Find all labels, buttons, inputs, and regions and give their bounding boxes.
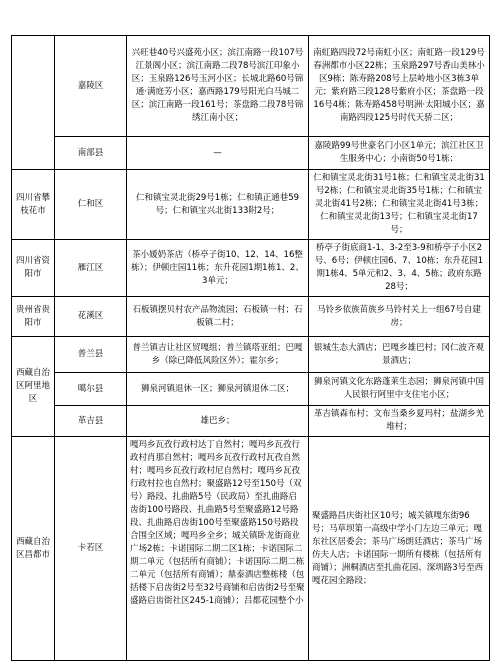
area-cell: 普兰县 <box>55 337 127 373</box>
high-risk-cell: — <box>127 137 309 170</box>
area-cell: 南部县 <box>55 137 127 170</box>
table-row <box>12 437 490 661</box>
high-risk-cell: 狮泉河镇退休一区；狮泉河镇退休二区； <box>127 373 309 406</box>
table-row <box>12 137 490 170</box>
high-risk-cell: 普兰镇吉让社区贸嘎组；普兰镇塔亚组；巴嘎乡（除已降低风险区外）；霍尔乡； <box>127 337 309 373</box>
risk-area-table <box>11 35 490 661</box>
table-row <box>12 297 490 337</box>
high-risk-cell: 雄巴乡； <box>127 406 309 437</box>
mid-risk-cell: 桥亭子街底商1-1、3-2至3-9和桥亭子小区2号、6号；伊顿庄园6、7、10栋；东升花园1期1栋4、5单元和2、3、4、5栋；政府东路28号； <box>309 240 490 297</box>
high-risk-cell: 茶小媛奶茶店（桥亭子街10、12、14、16整栋）；伊顿庄园11栋；东升花园1期1栋1、2、3单元； <box>127 240 309 297</box>
area-cell: 花溪区 <box>55 297 127 337</box>
province-cell: 四川省资阳市 <box>12 240 55 297</box>
province-cell: 四川省攀枝花市 <box>12 170 55 240</box>
province-cell: 西藏自治区昌都市 <box>12 437 55 661</box>
high-risk-cell: 仁和镇宝灵北街29号1栋；仁和镇正通巷59号；仁和镇宝兴北街133附2号； <box>127 170 309 240</box>
mid-risk-cell: 仁和镇宝灵北街31号1栋；仁和镇宝灵北街31号2栋；仁和镇宝灵北街35号1栋；仁和镇宝灵北街41号2栋；仁和镇宝灵北街41号3栋；仁和镇宝灵北街13号；仁和镇宝灵北街17号； <box>309 170 490 240</box>
high-risk-cell: 嘎玛乡瓦孜行政村达丁自然村；嘎玛乡瓦孜行政村肖那自然村；嘎玛乡瓦孜行政村瓦孜自然村；嘎玛乡瓦孜行政村尼自然村；嘎玛乡瓦孜行政村拉也自然村；聚盛路12号至150号（双号）路段、扎曲路5号（民政局）至扎曲路启齿街100号路段、扎曲路5号至聚盛路12号路段、扎曲路启齿街100号至聚盛路150号路段合围全区域；嘎玛乡全乡；城关镇卧龙街商业广场2栋；卡诺国际二期二区1栋；卡诺国际二期二单元（包括所有商铺）；卡诺国际二期二栋二单元（包括所有商铺）；鼎泰酒店整栋楼（包括楼下启齿街2号至32号商铺和启齿街2号至聚盛路启齿街社区245-1商铺）；吕都花园整个小 <box>127 437 309 661</box>
area-cell: 卡若区 <box>55 437 127 661</box>
area-cell: 革吉县 <box>55 406 127 437</box>
mid-risk-cell: 聚盛路昌庆街社区10号；城关镇嘎东街96号；马草坝第一高级中学小门左边三单元；嘎东社区居委会；茶马广场朗廷酒店；茶马广场仿夫人店；卡诺国际一期所有楼栋（包括所有商铺）；洲桐酒店至扎曲花园、深圳路3号至西嘎花园全路段； <box>309 437 490 661</box>
table-row <box>12 406 490 437</box>
table-row <box>12 36 490 137</box>
province-cell: 贵州省贵阳市 <box>12 297 55 337</box>
table-row <box>12 240 490 297</box>
table-row <box>12 373 490 406</box>
table-row <box>12 337 490 373</box>
high-risk-cell: 兴旺巷40号兴盛苑小区；滨江南路一段107号江景阁小区；滨江南路二段78号滨江印象小区；玉泉路126号玉河小区；长城北路60号锦通·满庭芳小区；嘉西路179号阳光白马城二区；滨江南路一段161号；茶盘路二段78号锦绣江南小区； <box>127 36 309 137</box>
area-cell: 噶尔县 <box>55 373 127 406</box>
high-risk-cell: 石板镇摆贝村农产品物流园；石板镇一村；石板镇二村； <box>127 297 309 337</box>
area-cell: 雁江区 <box>55 240 127 297</box>
mid-risk-cell: 银城生态大酒店；巴嘎乡雄巴村；冈仁波齐观景酒店； <box>309 337 490 373</box>
area-cell: 仁和区 <box>55 170 127 240</box>
area-cell: 嘉陵区 <box>55 36 127 137</box>
province-cell: 西藏自治区阿里地区 <box>12 337 55 437</box>
table-row <box>12 170 490 240</box>
mid-risk-cell: 革吉镇森布村；文布当桑乡夏玛村；盐湖乡羌堆村； <box>309 406 490 437</box>
mid-risk-cell: 马铃乡依族苗族乡马铃村关上一组67号自建房； <box>309 297 490 337</box>
province-cell <box>12 36 55 170</box>
mid-risk-cell: 嘉陵路99号世豪名门小区1单元；滨江社区卫生服务中心；小南街50号1栋； <box>309 137 490 170</box>
mid-risk-cell: 南虹路四段72号南虹小区；南虹路一段129号春洲都市小区22栋；玉泉路297号香山美林小区9栋；陈寿路208号上层岭地小区3栋3单元；紫府路三段128号紫府小区；茶盘路一段16号4栋；陈寿路458号明洲·太阳城小区；嘉南路四段125号时代天骄二区； <box>309 36 490 137</box>
mid-risk-cell: 狮泉河镇文化东路蓬莱生态园；狮泉河镇中国人民银行阿里中支住宅小区； <box>309 373 490 406</box>
